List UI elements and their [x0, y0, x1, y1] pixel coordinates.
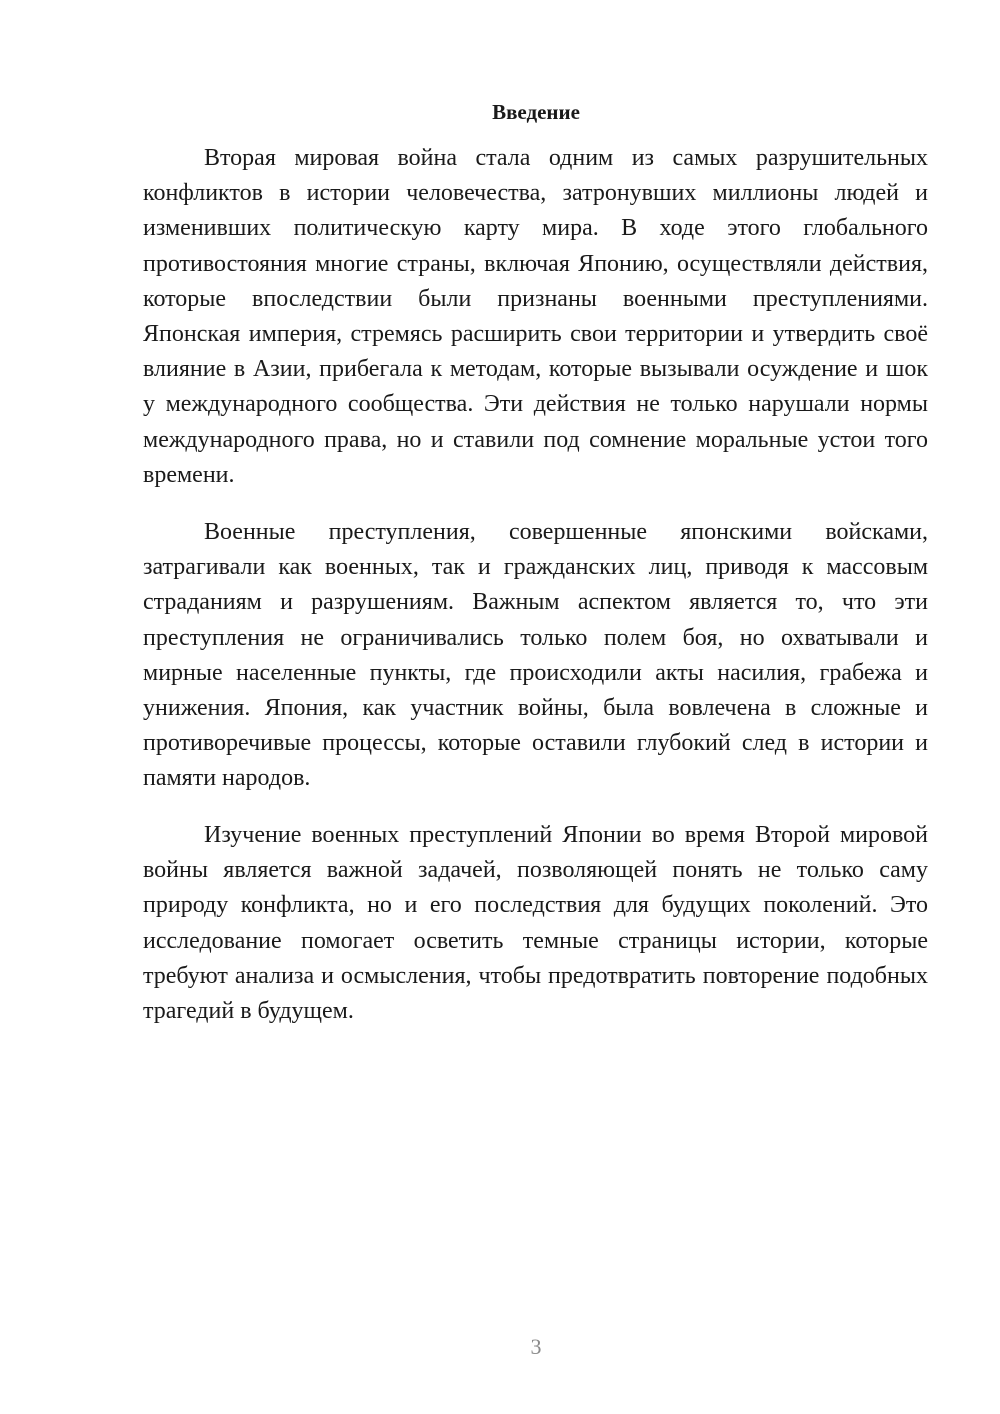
page-number: 3 — [530, 1334, 542, 1359]
paragraph-1: Вторая мировая война стала одним из самых разрушительных конфликтов в истории человечества, затронувших миллионы людей и изменивших политическую карту мира. В ходе этого глобального противостояния многие страны, включая Японию, осуществляли действия, которые впоследствии были признаны военными преступлениями. Японская империя, стремясь расширить свои территории и утвердить своё влияние в Азии, прибегала к методам, которые вызывали осуждение и шок у международного сообщества. Эти действия не только нарушали нормы международного права, но и ставили под сомнение моральные устои того времени. — [143, 145, 928, 488]
paragraph-2: Военные преступления, совершенные японскими войсками, затрагивали как военных, так и гражданских лиц, приводя к массовым страданиям и разрушениям. Важным аспектом является то, что эти преступления не ограничивались только полем боя, но охватывали и мирные населенные пункты, где происходили акты насилия, грабежа и унижения. Япония, как участник войны, была вовлечена в сложные и противоречивые процессы, которые оставили глубокий след в истории и памяти народов. — [143, 519, 928, 792]
page-heading: Введение — [492, 100, 580, 124]
paragraph-3: Изучение военных преступлений Японии во время Второй мировой войны является важной задачей, позволяющей понять не только саму природу конфликта, но и его последствия для будущих поколений. Это исследование помогает осветить темные страницы истории, которые требуют анализа и осмысления, чтобы предотвратить повторение подобных трагедий в будущем. — [143, 822, 928, 1025]
